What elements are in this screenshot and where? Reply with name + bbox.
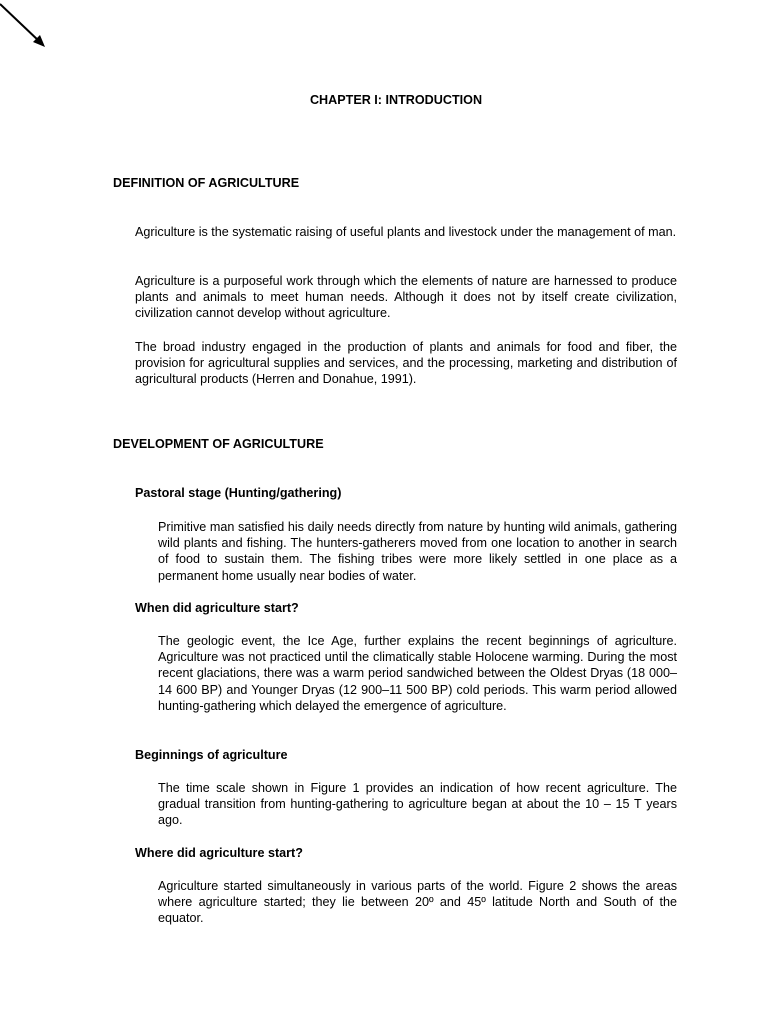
subsection-text-beginnings: The time scale shown in Figure 1 provides an indication of how recent agriculture. The gradual transition from hunting-gathering to agriculture began at about the 10 – 15 T years ago. [158, 781, 677, 828]
chapter-title: CHAPTER I: INTRODUCTION [309, 93, 483, 107]
subsection-heading-pastoral: Pastoral stage (Hunting/gathering) [135, 486, 342, 500]
arrow-icon [0, 0, 50, 50]
subsection-text-pastoral: Primitive man satisfied his daily needs directly from nature by hunting wild animals, gathering wild plants and fishing. The hunters-gatherers moved from one location to another in search of food to sustain them. The fishing tribes were more likely settled in one place as a permanent home usually near bodies of water. [158, 520, 677, 583]
definition-paragraph-3: The broad industry engaged in the production of plants and animals for food and fiber, the provision for agricultural supplies and services, and the processing, marketing and distribution of agricultural products (Herren and Donahue, 1991). [135, 340, 677, 387]
subsection-text-where: Agriculture started simultaneously in various parts of the world. Figure 2 shows the areas where agriculture started; they lie between 20º and 45º latitude North and South of the equator. [158, 879, 677, 926]
subsection-heading-where: Where did agriculture start? [135, 846, 303, 860]
definition-paragraph-2: Agriculture is a purposeful work through which the elements of nature are harnessed to produce plants and animals to meet human needs. Although it does not by itself create civilization, civilization cannot develop without agriculture. [135, 274, 677, 321]
definition-heading: DEFINITION OF AGRICULTURE [113, 176, 300, 190]
definition-paragraph-1: Agriculture is the systematic raising of useful plants and livestock under the management of man. [135, 225, 677, 239]
subsection-heading-beginnings: Beginnings of agriculture [135, 748, 288, 762]
development-heading: DEVELOPMENT OF AGRICULTURE [113, 437, 324, 451]
subsection-heading-when: When did agriculture start? [135, 601, 299, 615]
subsection-text-when: The geologic event, the Ice Age, further explains the recent beginnings of agriculture. Agriculture was not practiced until the climatically stable Holocene warming. During the most recent glaciations, there was a warm period sandwiched between the Oldest Dryas (18 000–14 600 BP) and Younger Dryas (12 900–11 500 BP) cold periods. This warm period allowed hunting-gathering which delayed the emergence of agriculture. [158, 634, 677, 713]
